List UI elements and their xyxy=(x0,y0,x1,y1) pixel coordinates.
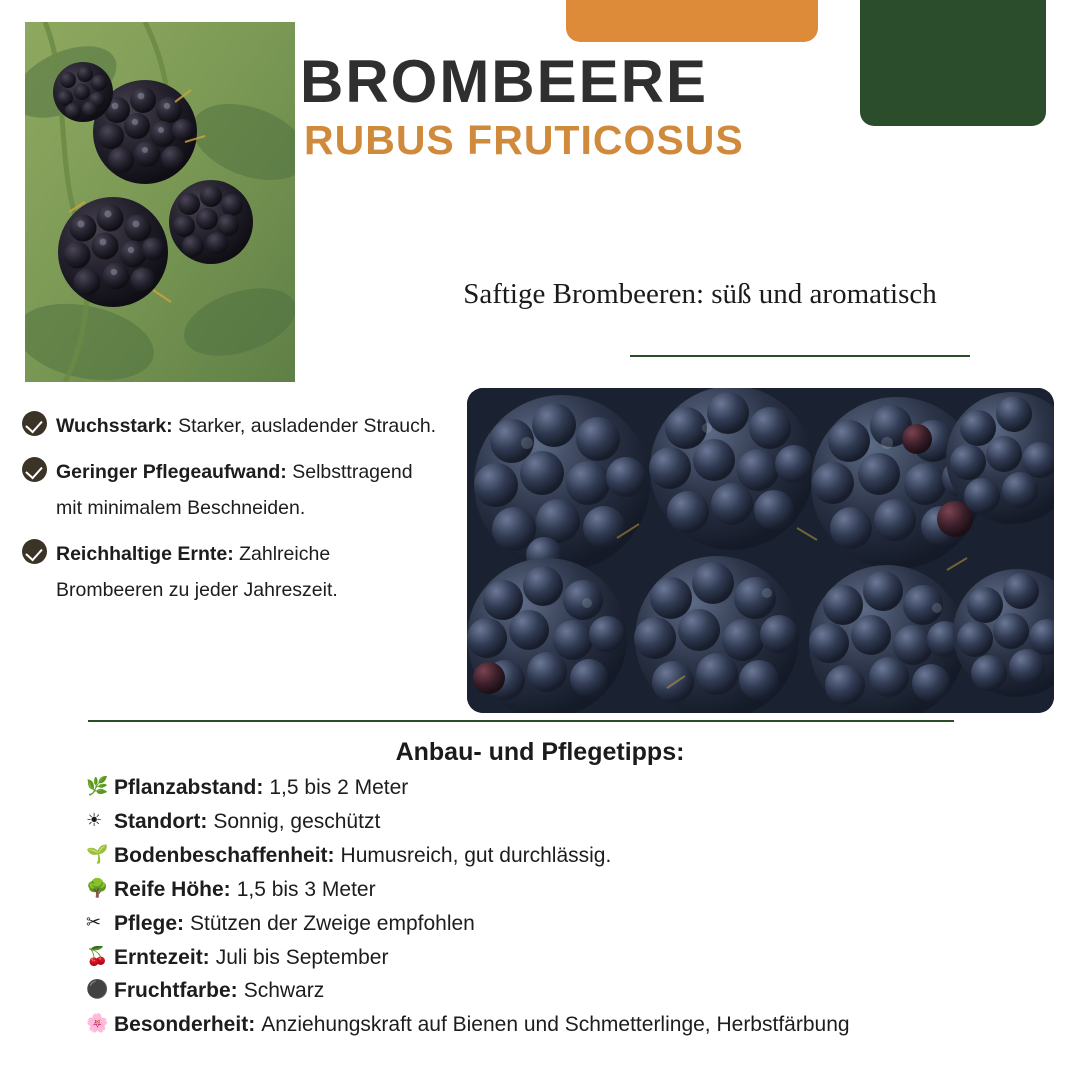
tip-value: Anziehungskraft auf Bienen und Schmetterlinge, Herbstfärbung xyxy=(261,1013,850,1037)
list-item xyxy=(86,772,1046,804)
list-item xyxy=(22,536,442,608)
tagline-divider xyxy=(630,355,970,357)
tips-heading: Anbau- und Pflegetipps: xyxy=(395,738,685,766)
benefit-label: Geringer Pflegeaufwand: xyxy=(56,461,287,484)
tip-value: Humusreich, gut durchlässig. xyxy=(340,843,612,867)
tagline: Saftige Brombeeren: süß und aromatisch xyxy=(463,278,937,310)
tip-label: Besonderheit: xyxy=(114,1013,256,1037)
tip-value: Juli bis September xyxy=(215,945,389,969)
botanical-name: RUBUS FRUTICOSUS xyxy=(304,116,744,163)
benefit-label: Reichhaltige Ernte: xyxy=(56,543,234,566)
list-item xyxy=(86,874,1046,906)
tip-value: 1,5 bis 3 Meter xyxy=(236,877,376,901)
list-item xyxy=(86,1009,1046,1041)
benefit-label: Wuchsstark: xyxy=(56,415,173,437)
tip-value: 1,5 bis 2 Meter xyxy=(269,776,409,799)
benefit-value: Starker, ausladender Strauch. xyxy=(178,415,437,437)
hero-photo-illustration xyxy=(25,22,295,382)
tip-value: Schwarz xyxy=(243,979,325,1003)
list-item xyxy=(86,908,1046,940)
tip-label: Bodenbeschaffenheit: xyxy=(114,843,335,867)
check-circle-icon xyxy=(22,411,47,436)
list-item xyxy=(86,942,1046,974)
black-circle-icon: ⚫ xyxy=(86,979,109,1000)
tip-label: Standort: xyxy=(114,809,208,833)
benefit-text xyxy=(56,454,442,526)
tip-value: Sonnig, geschützt xyxy=(213,809,381,833)
tips-divider xyxy=(88,720,954,722)
benefits-list xyxy=(22,408,442,618)
main-photo xyxy=(467,388,1054,713)
seedling-icon: 🌿 xyxy=(86,776,109,796)
benefit-text xyxy=(56,536,442,608)
benefit-value: Selbsttragend mit minimalem Beschneiden. xyxy=(56,461,413,520)
list-item xyxy=(22,454,442,526)
tip-label: Reife Höhe: xyxy=(114,877,231,901)
tip-body xyxy=(114,840,1046,872)
tip-body xyxy=(114,908,1046,940)
list-item xyxy=(86,806,1046,838)
tip-label: Pflege: xyxy=(114,911,185,935)
check-circle-icon xyxy=(22,457,47,482)
tip-body xyxy=(114,975,1046,1007)
benefit-text xyxy=(56,408,436,444)
sprout-icon: 🌱 xyxy=(86,843,109,864)
sun-icon: ☀ xyxy=(86,809,103,830)
list-item xyxy=(86,975,1046,1007)
list-item xyxy=(22,408,442,444)
hero-photo xyxy=(25,22,295,382)
title-block xyxy=(300,50,1000,161)
tips-list xyxy=(86,772,1046,1043)
decorative-orange-shape xyxy=(566,0,818,42)
tip-body xyxy=(114,942,1046,974)
benefit-value: Zahlreiche Brombeeren zu jeder Jahreszeit. xyxy=(56,543,338,602)
scissors-icon: ✂ xyxy=(86,911,102,932)
tip-body xyxy=(114,874,1046,906)
list-item xyxy=(86,840,1046,872)
tip-body xyxy=(114,772,1046,804)
tree-icon: 🌳 xyxy=(86,877,109,898)
tip-value: Stützen der Zweige empfohlen xyxy=(190,911,475,935)
main-photo-illustration xyxy=(467,388,1054,713)
tip-body xyxy=(114,1009,1046,1041)
page-title: BROMBEERE xyxy=(300,48,709,115)
tip-label: Fruchtfarbe: xyxy=(114,979,238,1003)
tip-label: Erntezeit: xyxy=(114,945,210,969)
tip-body xyxy=(114,806,1046,838)
check-circle-icon xyxy=(22,539,47,564)
tip-label: Pflanzabstand: xyxy=(114,776,264,799)
blossom-icon: 🌸 xyxy=(86,1013,109,1034)
cherries-icon: 🍒 xyxy=(86,945,109,966)
